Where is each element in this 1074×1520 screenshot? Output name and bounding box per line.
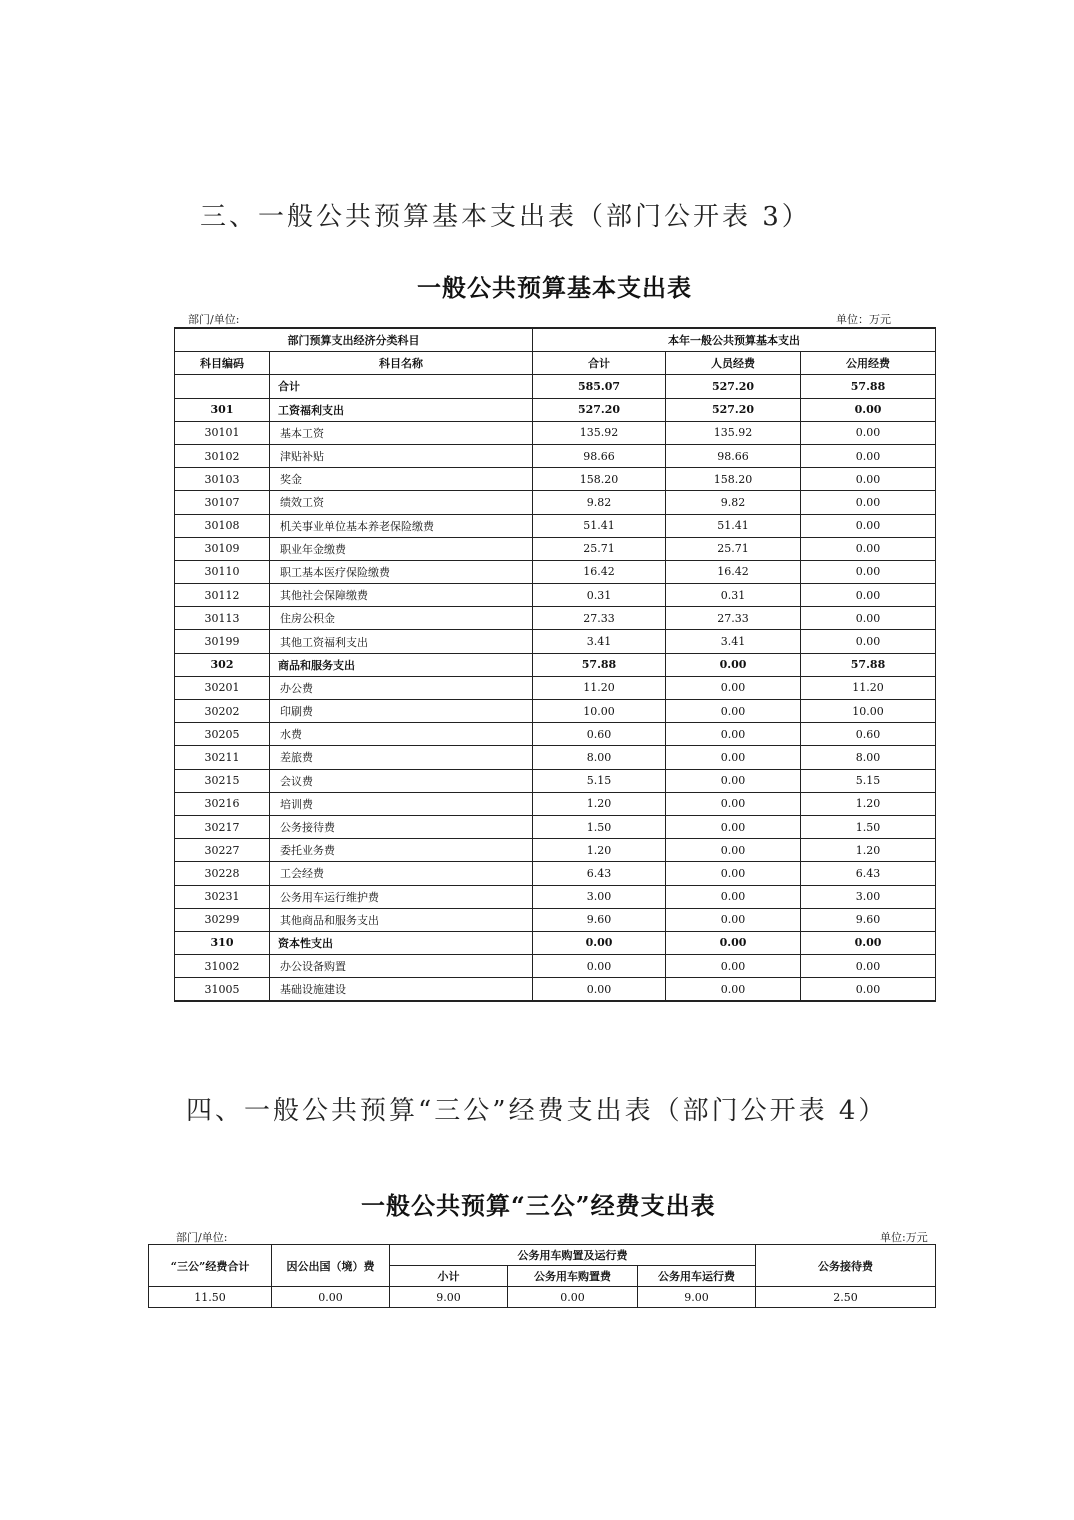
cell-total: 98.66	[533, 444, 666, 467]
col-header-subtotal: 小计	[390, 1266, 508, 1287]
cell-total: 57.88	[533, 653, 666, 676]
cell-name: 资本性支出	[270, 931, 533, 954]
cell-public: 0.00	[801, 444, 936, 467]
table-row	[175, 398, 936, 421]
cell-public: 0.00	[801, 537, 936, 560]
cell-code: 30102	[175, 444, 270, 467]
cell-code: 30202	[175, 700, 270, 723]
three-public-table-title: 一般公共预算“三公”经费支出表	[361, 1191, 716, 1220]
cell-public: 0.00	[801, 931, 936, 954]
cell-public: 0.00	[801, 630, 936, 653]
col-header-reception: 公务接待费	[756, 1245, 936, 1287]
cell-code: 30217	[175, 815, 270, 838]
table-row	[175, 514, 936, 537]
cell-code: 30199	[175, 630, 270, 653]
cell-name: 印刷费	[270, 700, 533, 723]
cell-total: 585.07	[533, 375, 666, 398]
table-row	[175, 931, 936, 954]
table-row	[175, 955, 936, 978]
col-header-personnel: 人员经费	[666, 352, 801, 375]
cell-name: 公务用车运行维护费	[270, 885, 533, 908]
cell-personnel: 0.00	[666, 746, 801, 769]
section4-heading: 四、一般公共预算“三公”经费支出表（部门公开表 4）	[186, 1096, 888, 1126]
cell-public: 1.20	[801, 792, 936, 815]
cell-personnel: 0.00	[666, 908, 801, 931]
cell-public: 6.43	[801, 862, 936, 885]
cell-personnel: 0.00	[666, 653, 801, 676]
table-row	[175, 885, 936, 908]
cell-public: 0.00	[801, 514, 936, 537]
value-vehicle-operation: 9.00	[638, 1287, 756, 1308]
cell-code: 30231	[175, 885, 270, 908]
value-subtotal: 9.00	[390, 1287, 508, 1308]
cell-total: 0.31	[533, 584, 666, 607]
cell-code: 30103	[175, 468, 270, 491]
cell-name: 基本工资	[270, 421, 533, 444]
cell-personnel: 0.00	[666, 723, 801, 746]
cell-personnel: 0.00	[666, 931, 801, 954]
cell-total: 1.20	[533, 792, 666, 815]
cell-name: 工资福利支出	[270, 398, 533, 421]
table-row	[175, 537, 936, 560]
table-row	[175, 769, 936, 792]
dept-unit-label: 部门/单位:	[188, 313, 240, 326]
cell-code: 31005	[175, 978, 270, 1002]
table-row	[175, 792, 936, 815]
cell-total: 1.20	[533, 839, 666, 862]
cell-personnel: 0.00	[666, 978, 801, 1002]
cell-total: 1.50	[533, 815, 666, 838]
cell-name: 其他商品和服务支出	[270, 908, 533, 931]
group-header-basic-expenditure: 本年一般公共预算基本支出	[533, 328, 936, 352]
col-header-public: 公用经费	[801, 352, 936, 375]
cell-personnel: 3.41	[666, 630, 801, 653]
table-row	[175, 491, 936, 514]
section3-heading: 三、一般公共预算基本支出表（部门公开表 3）	[200, 202, 811, 232]
cell-total: 9.82	[533, 491, 666, 514]
cell-personnel: 158.20	[666, 468, 801, 491]
cell-personnel: 0.00	[666, 676, 801, 699]
table-row	[175, 723, 936, 746]
cell-code: 30110	[175, 560, 270, 583]
table-row	[175, 653, 936, 676]
table-row	[175, 700, 936, 723]
dept-unit-label-2: 部门/单位:	[176, 1231, 228, 1244]
group-header-classification: 部门预算支出经济分类科目	[175, 328, 533, 352]
cell-public: 0.00	[801, 421, 936, 444]
cell-total: 25.71	[533, 537, 666, 560]
cell-name: 住房公积金	[270, 607, 533, 630]
cell-code: 30211	[175, 746, 270, 769]
table-row	[175, 421, 936, 444]
cell-name: 水费	[270, 723, 533, 746]
cell-name: 津贴补贴	[270, 444, 533, 467]
cell-total: 3.41	[533, 630, 666, 653]
table-row	[175, 978, 936, 1002]
cell-total: 11.20	[533, 676, 666, 699]
cell-name: 绩效工资	[270, 491, 533, 514]
cell-public: 3.00	[801, 885, 936, 908]
cell-code: 30113	[175, 607, 270, 630]
cell-total: 3.00	[533, 885, 666, 908]
cell-code: 301	[175, 398, 270, 421]
cell-name: 办公费	[270, 676, 533, 699]
cell-total: 27.33	[533, 607, 666, 630]
cell-total: 8.00	[533, 746, 666, 769]
col-header-vehicle-purchase: 公务用车购置费	[508, 1266, 638, 1287]
value-vehicle-purchase: 0.00	[508, 1287, 638, 1308]
cell-public: 0.00	[801, 978, 936, 1002]
cell-public: 1.50	[801, 815, 936, 838]
cell-code: 30109	[175, 537, 270, 560]
cell-public: 1.20	[801, 839, 936, 862]
cell-name: 差旅费	[270, 746, 533, 769]
cell-name: 委托业务费	[270, 839, 533, 862]
cell-public: 0.00	[801, 607, 936, 630]
cell-public: 0.00	[801, 398, 936, 421]
cell-code	[175, 375, 270, 398]
cell-personnel: 9.82	[666, 491, 801, 514]
cell-total: 0.00	[533, 931, 666, 954]
cell-public: 11.20	[801, 676, 936, 699]
cell-public: 0.00	[801, 560, 936, 583]
table-row	[175, 746, 936, 769]
basic-expenditure-table	[174, 327, 936, 1002]
col-header-total: 合计	[533, 352, 666, 375]
col-header-abroad: 因公出国（境）费	[272, 1245, 390, 1287]
cell-personnel: 0.00	[666, 862, 801, 885]
cell-public: 0.00	[801, 468, 936, 491]
cell-public: 0.00	[801, 584, 936, 607]
cell-personnel: 527.20	[666, 375, 801, 398]
value-three-public-total: 11.50	[149, 1287, 272, 1308]
table-row	[175, 630, 936, 653]
cell-total: 9.60	[533, 908, 666, 931]
cell-total: 0.00	[533, 955, 666, 978]
col-header-code: 科目编码	[175, 352, 270, 375]
cell-personnel: 51.41	[666, 514, 801, 537]
currency-unit-label: 单位：万元	[836, 313, 891, 326]
cell-public: 57.88	[801, 375, 936, 398]
value-abroad: 0.00	[272, 1287, 390, 1308]
cell-code: 30216	[175, 792, 270, 815]
table-row	[175, 584, 936, 607]
cell-personnel: 98.66	[666, 444, 801, 467]
col-header-vehicle-operation: 公务用车运行费	[638, 1266, 756, 1287]
cell-total: 0.60	[533, 723, 666, 746]
cell-personnel: 0.00	[666, 885, 801, 908]
table-row	[175, 468, 936, 491]
cell-name: 职业年金缴费	[270, 537, 533, 560]
cell-personnel: 0.00	[666, 792, 801, 815]
cell-personnel: 527.20	[666, 398, 801, 421]
table-row	[175, 862, 936, 885]
cell-total: 158.20	[533, 468, 666, 491]
cell-personnel: 0.00	[666, 839, 801, 862]
cell-name: 其他社会保障缴费	[270, 584, 533, 607]
cell-total: 5.15	[533, 769, 666, 792]
basic-expenditure-table-body	[175, 375, 936, 1002]
cell-public: 8.00	[801, 746, 936, 769]
cell-code: 302	[175, 653, 270, 676]
cell-total: 51.41	[533, 514, 666, 537]
table-row	[175, 375, 936, 398]
cell-name: 商品和服务支出	[270, 653, 533, 676]
cell-public: 9.60	[801, 908, 936, 931]
cell-public: 0.00	[801, 491, 936, 514]
table-row	[175, 839, 936, 862]
cell-name: 公务接待费	[270, 815, 533, 838]
cell-code: 30107	[175, 491, 270, 514]
cell-total: 0.00	[533, 978, 666, 1002]
currency-unit-label-2: 单位:万元	[880, 1231, 928, 1244]
table-row	[175, 815, 936, 838]
cell-name: 奖金	[270, 468, 533, 491]
cell-public: 10.00	[801, 700, 936, 723]
cell-name: 培训费	[270, 792, 533, 815]
col-header-vehicle-group: 公务用车购置及运行费	[390, 1245, 756, 1266]
cell-public: 0.00	[801, 955, 936, 978]
cell-personnel: 135.92	[666, 421, 801, 444]
table-row	[175, 607, 936, 630]
cell-personnel: 0.31	[666, 584, 801, 607]
cell-code: 30227	[175, 839, 270, 862]
value-reception: 2.50	[756, 1287, 936, 1308]
cell-name: 办公设备购置	[270, 955, 533, 978]
cell-public: 0.60	[801, 723, 936, 746]
cell-personnel: 0.00	[666, 955, 801, 978]
cell-total: 16.42	[533, 560, 666, 583]
cell-public: 5.15	[801, 769, 936, 792]
cell-code: 30215	[175, 769, 270, 792]
basic-expenditure-table-title: 一般公共预算基本支出表	[417, 273, 692, 302]
cell-code: 30108	[175, 514, 270, 537]
cell-personnel: 16.42	[666, 560, 801, 583]
cell-code: 31002	[175, 955, 270, 978]
cell-personnel: 27.33	[666, 607, 801, 630]
cell-total: 10.00	[533, 700, 666, 723]
table-row	[175, 560, 936, 583]
cell-personnel: 0.00	[666, 700, 801, 723]
three-public-expenditure-table	[148, 1244, 936, 1308]
cell-personnel: 0.00	[666, 769, 801, 792]
cell-personnel: 25.71	[666, 537, 801, 560]
col-header-name: 科目名称	[270, 352, 533, 375]
cell-name: 会议费	[270, 769, 533, 792]
cell-code: 30112	[175, 584, 270, 607]
cell-total: 135.92	[533, 421, 666, 444]
cell-name: 机关事业单位基本养老保险缴费	[270, 514, 533, 537]
cell-name: 职工基本医疗保险缴费	[270, 560, 533, 583]
cell-public: 57.88	[801, 653, 936, 676]
col-header-three-public-total: “三公”经费合计	[149, 1245, 272, 1287]
cell-total: 527.20	[533, 398, 666, 421]
table-row	[175, 444, 936, 467]
cell-code: 30228	[175, 862, 270, 885]
cell-personnel: 0.00	[666, 815, 801, 838]
table-row	[175, 676, 936, 699]
cell-total: 6.43	[533, 862, 666, 885]
cell-code: 30299	[175, 908, 270, 931]
cell-name: 合计	[270, 375, 533, 398]
cell-code: 30201	[175, 676, 270, 699]
table-row	[175, 908, 936, 931]
cell-name: 基础设施建设	[270, 978, 533, 1002]
cell-code: 30205	[175, 723, 270, 746]
cell-code: 30101	[175, 421, 270, 444]
cell-name: 工会经费	[270, 862, 533, 885]
cell-code: 310	[175, 931, 270, 954]
cell-name: 其他工资福利支出	[270, 630, 533, 653]
